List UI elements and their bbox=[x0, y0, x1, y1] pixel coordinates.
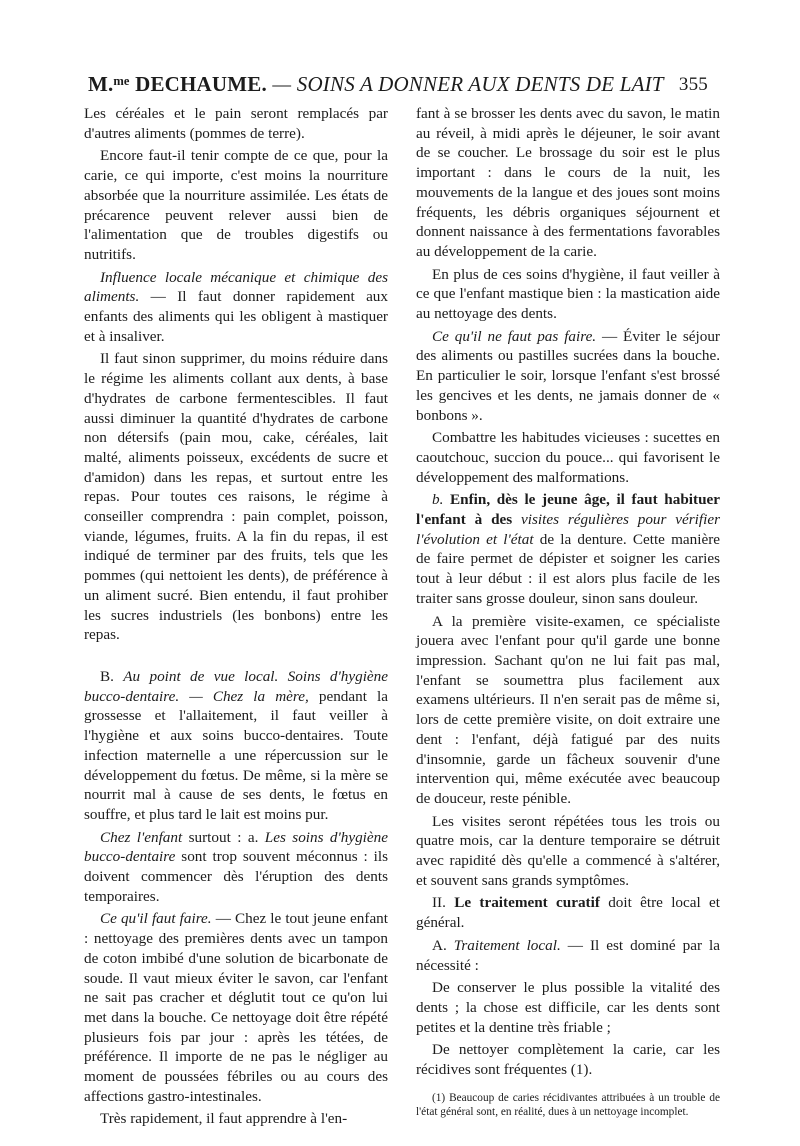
paragraph: Les céréales et le pain seront remplacés par d'autres aliments (pommes de terre). bbox=[84, 105, 388, 142]
right-column bbox=[416, 104, 720, 1122]
paragraph: A. Traitement local. — Il est dominé par la nécessité : bbox=[416, 936, 720, 974]
page-number: 355 bbox=[678, 74, 708, 95]
paragraph: En plus de ces soins d'hygiène, il faut veiller à ce que l'enfant mastique bien : la mastication aide au nettoyage des dents. bbox=[416, 265, 720, 323]
paragraph: Combattre les habitudes vicieuses : sucettes en caoutchouc, succion du pouce... qui favorisent le développement des malformations. bbox=[416, 429, 720, 486]
paragraph: Ce qu'il ne faut pas faire. — Éviter le séjour des aliments ou pastilles sucrées dans la bouche. En particulier le soir, lorsque l'enfant s'est brossé les gencives et les dents, ne jamais donner de « bonbons ». bbox=[416, 327, 720, 424]
paragraph: Influence locale mécanique et chimique des aliments. — Il faut donner rapidement aux enfants des aliments qui les obligent à mastiquer et à insaliver. bbox=[84, 268, 388, 345]
paragraph: Encore faut-il tenir compte de ce que, pour la carie, ce qui importe, c'est moins la nourriture absorbée que la nourriture assimilée. Les états de précarence peuvent relever aussi bien de l'alimentation que de troubles digestifs ou nutritifs. bbox=[84, 147, 388, 263]
paragraph: b. Enfin, dès le jeune âge, il faut habituer l'enfant à des visites régulières pour vérifier l'évolution et l'état de la denture. Cette manière de faire permet de dépister et soigner les caries tout à leur début : il est alors plus facile de les traiter sans grosse douleur, sinon sans douleur. bbox=[416, 491, 721, 607]
paragraph: Très rapidement, il faut apprendre à l'en- bbox=[100, 1110, 348, 1128]
left-column bbox=[84, 104, 388, 1132]
section-heading: Ce qu'il faut faire. bbox=[100, 910, 212, 928]
paragraph: De nettoyer complètement la carie, car les récidives sont fréquentes (1). bbox=[416, 1041, 720, 1079]
section-heading: Les soins d'hygiène bucco-dentaire bbox=[84, 828, 388, 866]
header-title: — SOINS A DONNER AUX DENTS DE LAIT bbox=[272, 72, 664, 96]
paragraph: B. Au point de vue local. Soins d'hygiène bucco-dentaire. — Chez la mère, pendant la grossesse et l'allaitement, il faut veiller à l'hygiène et aux soins bucco-dentaires. Toute infection maternelle a une répercussion sur le développement du fœtus. De même, si la mère se nourrit mal à cause de ses dents, le fœtus en souffre, et plus tard le lait est moins pur. bbox=[84, 667, 389, 823]
footnote: (1) Beaucoup de caries récidivantes attribuées à un trouble de l'état général sont, en réalité, dues à un nettoyage incomplet. bbox=[416, 1091, 720, 1118]
header-author: M.ᵐᵉ DECHAUME. bbox=[88, 72, 267, 96]
section-heading: Le traitement curatif bbox=[454, 894, 600, 912]
section-heading: Au point de vue local. Soins d'hygiène bucco-dentaire. — Chez la mère, bbox=[84, 667, 388, 705]
section-heading: Ce qu'il ne faut pas faire. bbox=[432, 327, 597, 345]
paragraph: Chez l'enfant surtout : a. Les soins d'hygiène bucco-dentaire sont trop souvent méconnus : ils doivent commencer dès l'éruption des dents temporaires. bbox=[84, 828, 388, 905]
section-heading: visites régulières pour vérifier l'évolution et l'état bbox=[416, 511, 720, 548]
paragraph: Ce qu'il faut faire. — Chez le tout jeune enfant : nettoyage des premières dents avec un tampon de coton imbibé d'une solution de bicarbonate de soude. Il vaut mieux éviter le savon, car l'enfant ne sait pas cracher et déglutit tout ce qu'on lui met dans la bouche. Ce nettoyage doit être répété plusieurs fois par jour : après les tétées, de préférence. Il importe de ne pas le négliger au moment de poussées fébriles ou au cours des affections gastro-intestinales. bbox=[84, 910, 388, 1105]
paragraph: A la première visite-examen, ce spécialiste jouera avec l'enfant pour qu'il garde une bonne impression. Sachant qu'on ne lui fait pas mal, l'enfant se soumettra plus facilement aux examens ultérieurs. Il n'en serait pas de même si, lors de cette première visite, on doit extraire une dent : l'enfant, déjà fatigué par des nuits d'insomnie, garde un fâcheux souvenir d'une intervention qui, même exécutée avec beaucoup de douceur, reste pénible. bbox=[416, 612, 720, 807]
paragraph: Les visites seront répétées tous les trois ou quatre mois, car la denture temporaire se détruit avec rapidité dès qu'elle a commencé à s'altérer, et souvent sans grands symptômes. bbox=[416, 812, 720, 889]
paragraph: fant à se brosser les dents avec du savon, le matin au réveil, à midi après le déjeuner, le soir avant de se coucher. Le brossage du soir est le plus important : dans le cours de la nuit, les mouvements de la langue et des joues sont moins fréquents, les débris organiques séjournent et donnent naissance à des fermentations favorables au développement de la carie. bbox=[416, 105, 720, 260]
paragraph: Il faut sinon supprimer, du moins réduire dans le régime les aliments collant aux dents, à base d'hydrates de carbone fermentescibles. Il faut aussi diminuer la quantité d'hydrates de carbone non détersifs (pain mou, cake, céréales, lait malté, aliments poisseux, excédents de sucre et d'amidon) dans les repas, et surtout entre les repas. Pour toutes ces raisons, le régime à conseiller comprendra : pain complet, poisson, viande, légumes, fruits. A la fin du repas, il est indiqué de terminer par des fruits, tels que les pommes (qui nettoient les dents), de préférence à un aliment sucré. Bien entendu, il faut prohiber les sucres industriels (les bonbons) entre les repas. bbox=[84, 350, 388, 644]
footnote-separator bbox=[416, 1083, 720, 1091]
paragraph: II. Le traitement curatif doit être local et général. bbox=[416, 894, 720, 932]
section-heading: Traitement local. bbox=[453, 936, 561, 954]
paragraph: De conserver le plus possible la vitalité des dents ; la chose est difficile, car les dents sont petites et la dentine très friable ; bbox=[416, 979, 720, 1036]
section-heading: Chez l'enfant bbox=[100, 828, 183, 846]
section-heading: Influence locale mécanique et chimique des aliments. bbox=[84, 268, 388, 306]
running-header bbox=[88, 72, 708, 97]
